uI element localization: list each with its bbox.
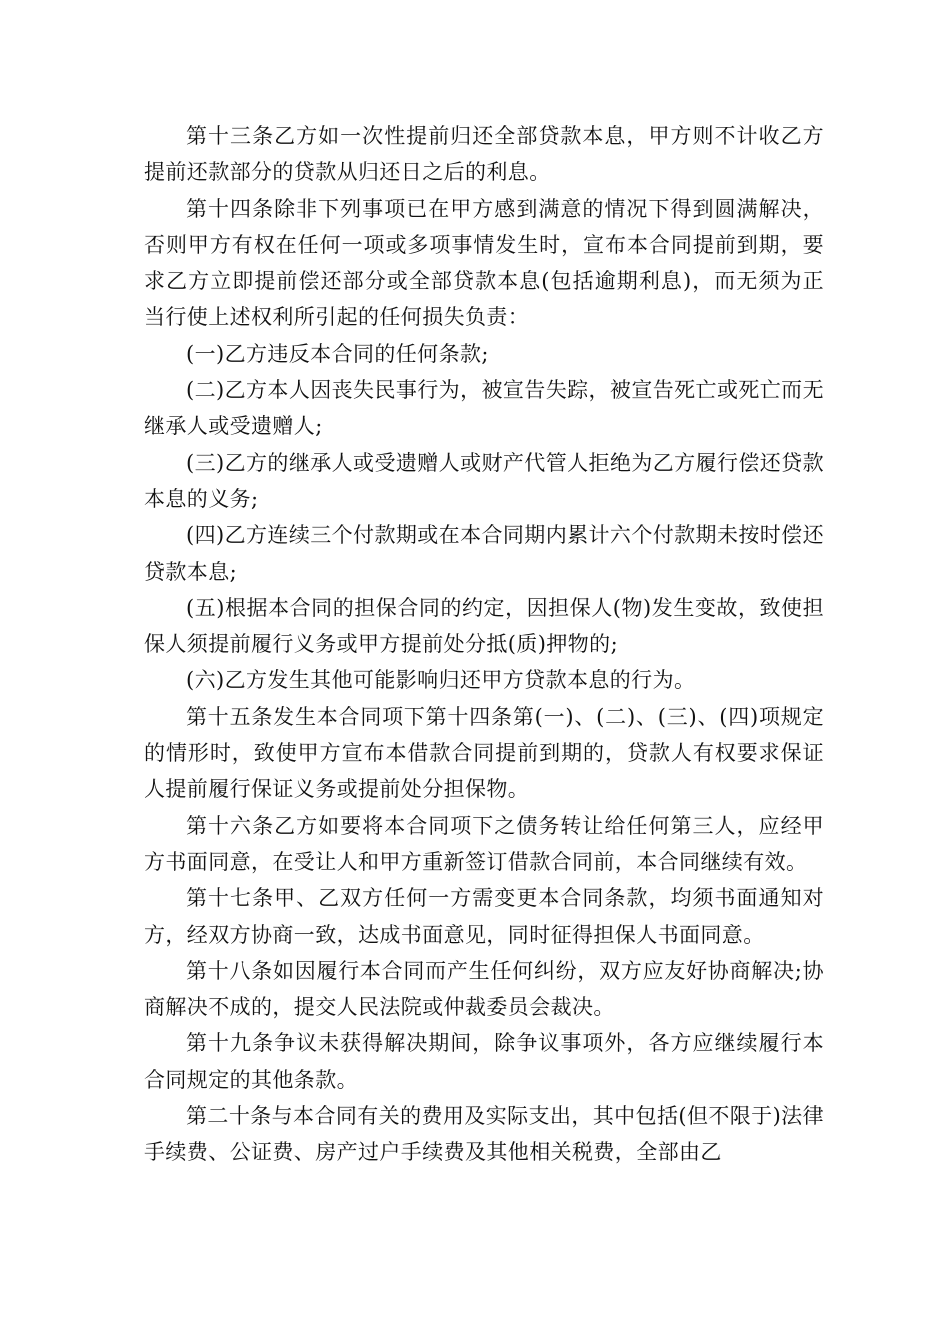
clause-14-item-3: (三)乙方的继承人或受遗赠人或财产代管人拒绝为乙方履行偿还贷款本息的义务; — [144, 450, 824, 511]
clause-20: 第二十条与本合同有关的费用及实际支出，其中包括(但不限于)法律手续费、公证费、房产过户手续费及其他相关税费，全部由乙 — [144, 1104, 824, 1165]
clause-18: 第十八条如因履行本合同而产生任何纠纷，双方应友好协商解决;协商解决不成的，提交人民法院或仲裁委员会裁决。 — [144, 958, 824, 1020]
document-body — [144, 118, 824, 1171]
clause-15: 第十五条发生本合同项下第十四条第(一)、(二)、(三)、(四)项规定的情形时，致使甲方宣布本借款合同提前到期的，贷款人有权要求保证人提前履行保证义务或提前处分担保物。 — [144, 704, 824, 802]
clause-14-item-2: (二)乙方本人因丧失民事行为，被宣告失踪，被宣告死亡或死亡而无继承人或受遗赠人; — [144, 378, 824, 439]
clause-14-item-1: (一)乙方违反本合同的任何条款; — [186, 341, 489, 366]
clause-14-item-4: (四)乙方连续三个付款期或在本合同期内累计六个付款期未按时偿还贷款本息; — [144, 523, 824, 584]
clause-19: 第十九条争议未获得解决期间，除争议事项外，各方应继续履行本合同规定的其他条款。 — [144, 1031, 824, 1092]
clause-13: 第十三条乙方如一次性提前归还全部贷款本息，甲方则不计收乙方提前还款部分的贷款从归还日之后的利息。 — [144, 124, 824, 185]
clause-17: 第十七条甲、乙双方任何一方需变更本合同条款，均须书面通知对方，经双方协商一致，达成书面意见，同时征得担保人书面同意。 — [144, 886, 824, 947]
clause-14-item-6: (六)乙方发生其他可能影响归还甲方贷款本息的行为。 — [186, 668, 696, 693]
clause-16: 第十六条乙方如要将本合同项下之债务转让给任何第三人，应经甲方书面同意，在受让人和甲方重新签订借款合同前，本合同继续有效。 — [144, 813, 824, 874]
clause-14: 第十四条除非下列事项已在甲方感到满意的情况下得到圆满解决，否则甲方有权在任何一项或多项事情发生时，宣布本合同提前到期，要求乙方立即提前偿还部分或全部贷款本息(包括逾期利息)，而无须为正当行使上述权利所引起的任何损失负责： — [144, 196, 824, 330]
clause-14-item-5: (五)根据本合同的担保合同的约定，因担保人(物)发生变故，致使担保人须提前履行义务或甲方提前处分抵(质)押物的; — [144, 595, 824, 657]
